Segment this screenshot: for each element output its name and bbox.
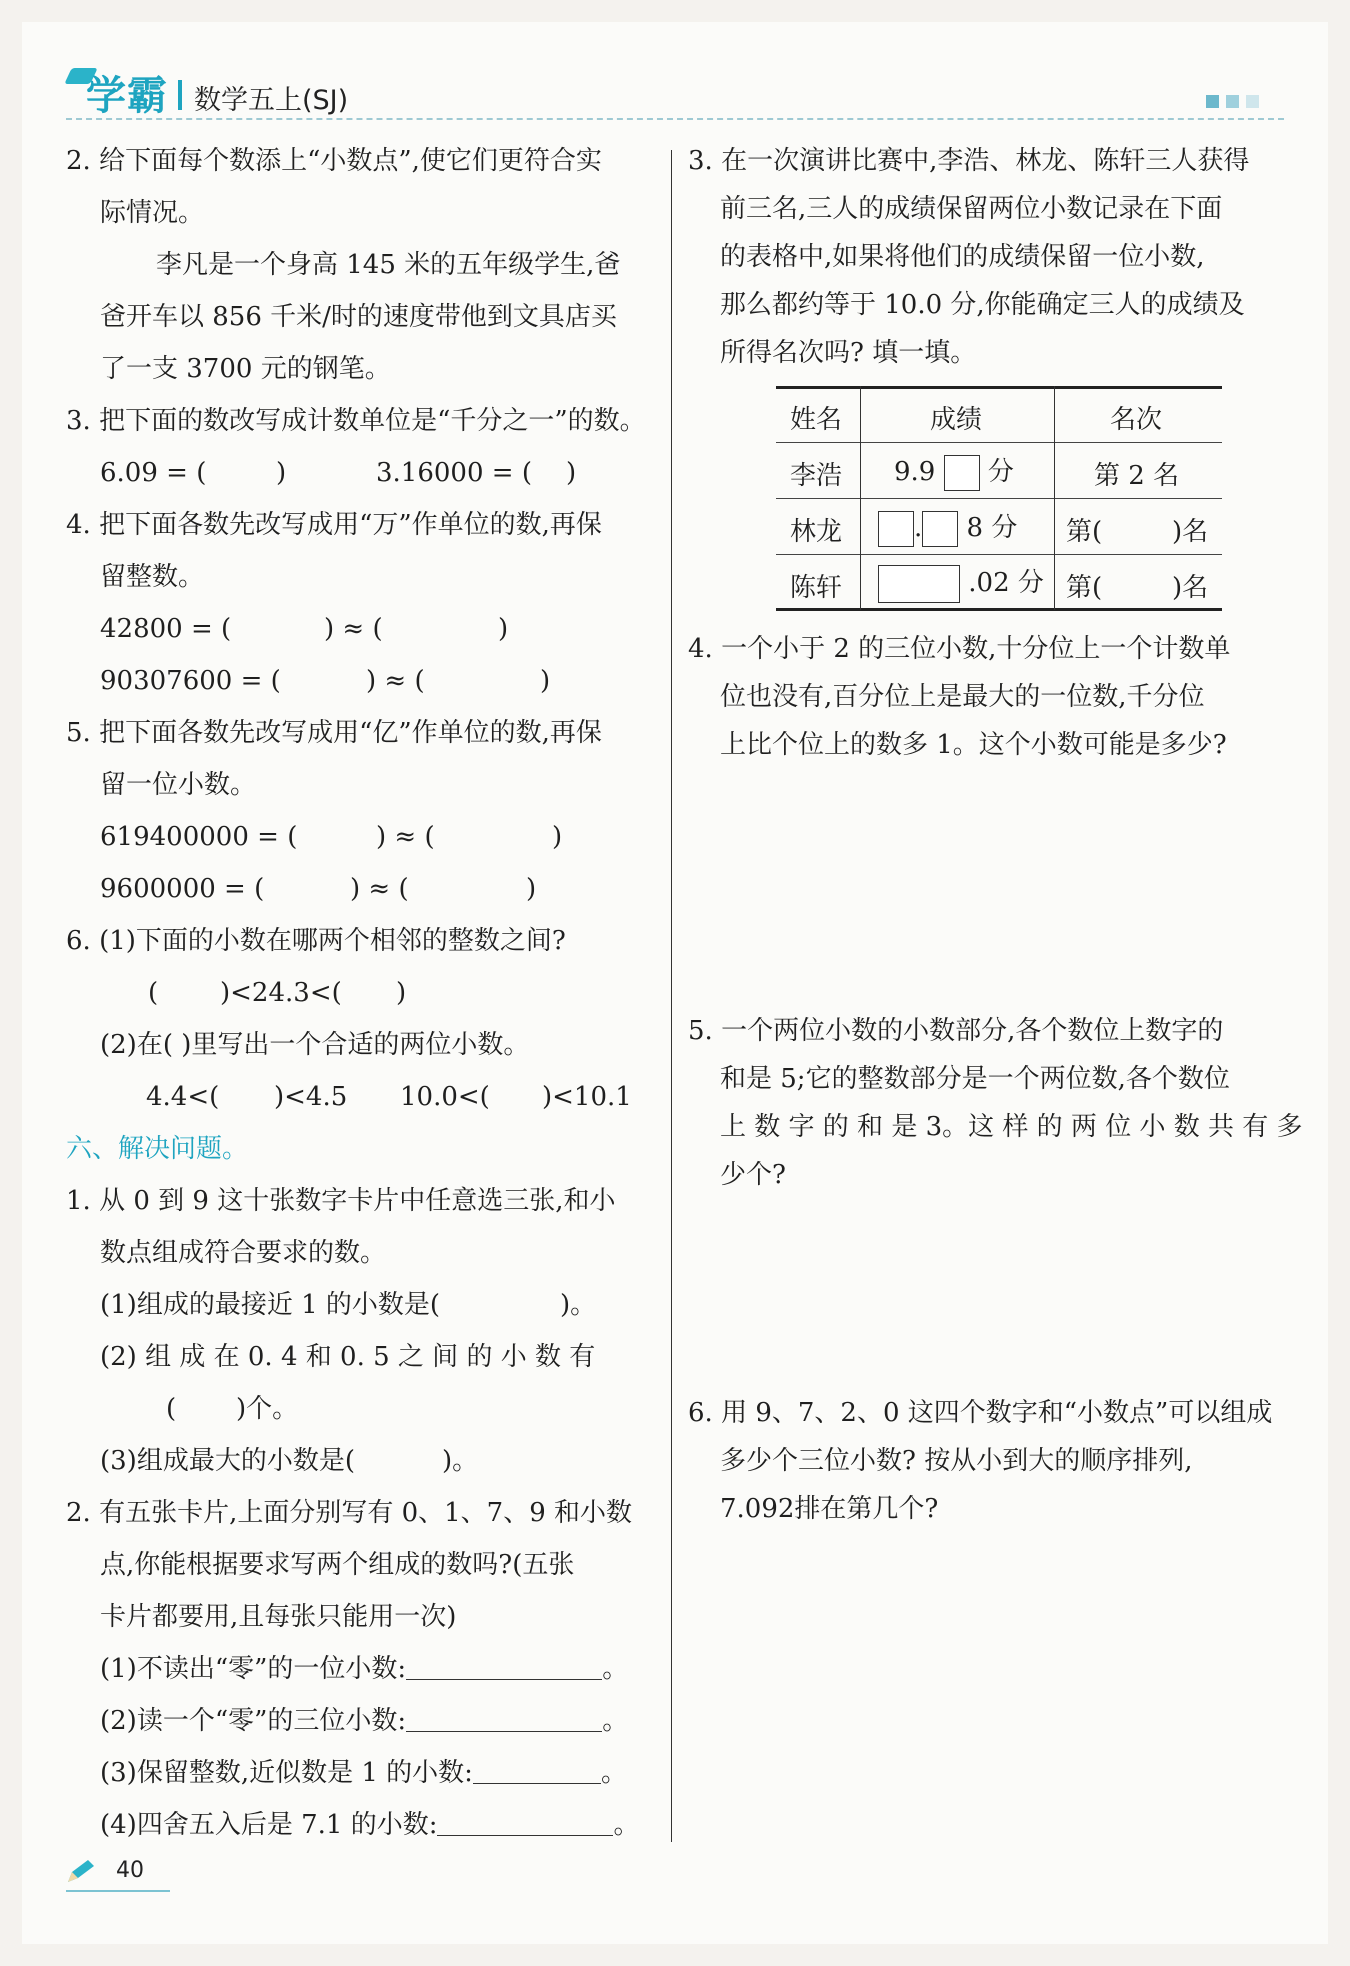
close-paren: ) xyxy=(552,822,563,852)
problem-2-sub xyxy=(100,1810,639,1841)
problem-1-line: (1)组成的最接近 1 的小数是( xyxy=(100,1290,441,1320)
answer-left: 6.09 = ( xyxy=(100,458,207,488)
question-2-line: 李凡是一个身高 145 米的五年级学生,爸 xyxy=(156,250,621,280)
period: 。 xyxy=(613,1810,640,1840)
period: 。 xyxy=(602,1654,629,1684)
row-rank-prefix: 第( xyxy=(1066,517,1103,547)
page-number: 40 xyxy=(116,1858,144,1883)
open-paren: ( xyxy=(166,1394,177,1424)
answer-blank[interactable] xyxy=(406,1707,602,1732)
question-6-line: 6. 用 9、7、2、0 这四个数字和“小数点”可以组成 xyxy=(688,1398,1273,1428)
score-prefix: 9.9 xyxy=(894,457,936,487)
header-rule xyxy=(66,118,1284,120)
table-bottom-rule xyxy=(776,608,1222,611)
digit-box[interactable] xyxy=(878,565,960,603)
question-6-line: 6. (1)下面的小数在哪两个相邻的整数之间? xyxy=(66,926,566,956)
end-paren: )。 xyxy=(442,1446,479,1476)
close-paren: ) xyxy=(526,874,537,904)
question-5-line: 5. 一个两位小数的小数部分,各个数位上数字的 xyxy=(688,1016,1224,1046)
table-rule xyxy=(776,442,1222,443)
close-paren: ) xyxy=(276,458,287,488)
question-4-line: 上比个位上的数多 1。这个小数可能是多少? xyxy=(720,730,1227,760)
question-5-line: 上 数 字 的 和 是 3。这 样 的 两 位 小 数 共 有 多 xyxy=(720,1112,1303,1142)
digit-box[interactable] xyxy=(922,511,958,547)
table-top-rule xyxy=(776,386,1222,389)
period: 。 xyxy=(600,1758,627,1788)
inequality: 4.4<( xyxy=(146,1082,220,1112)
answer-line: 9600000 = ( xyxy=(100,874,265,904)
problem-2-line: 点,你能根据要求写两个组成的数吗?(五张 xyxy=(100,1550,575,1580)
score-suffix: 8 分 xyxy=(966,513,1018,543)
question-3-line: 3. 把下面的数改写成计数单位是“千分之一”的数。 xyxy=(66,406,646,436)
answer-blank[interactable] xyxy=(406,1655,602,1680)
section-heading: 六、解决问题。 xyxy=(66,1134,249,1164)
answer-blank[interactable] xyxy=(473,1759,601,1784)
question-4-line: 4. 一个小于 2 的三位小数,十分位上一个计数单 xyxy=(688,634,1231,664)
question-3-line: 的表格中,如果将他们的成绩保留一位小数, xyxy=(720,242,1205,272)
table-rule xyxy=(776,554,1222,555)
row-rank-prefix: 第( xyxy=(1066,573,1103,603)
inequality: 10.0<( xyxy=(400,1082,490,1112)
inequality: )<4.5 xyxy=(274,1082,348,1112)
answer-line: 619400000 = ( xyxy=(100,822,298,852)
sub-label: (3)保留整数,近似数是 1 的小数: xyxy=(100,1758,473,1788)
row-name: 林龙 xyxy=(790,517,843,547)
question-2-line: 际情况。 xyxy=(100,198,205,228)
table-col-rule xyxy=(860,386,861,610)
digit-box[interactable] xyxy=(878,511,914,547)
question-3-line: 那么都约等于 10.0 分,你能确定三人的成绩及 xyxy=(720,290,1245,320)
approx-sign: ) ≈ ( xyxy=(324,614,383,644)
row-score xyxy=(878,507,1017,547)
sub-label: (1)不读出“零”的一位小数: xyxy=(100,1654,407,1684)
problem-1-line: 数点组成符合要求的数。 xyxy=(100,1238,387,1268)
row-rank: 第 2 名 xyxy=(1094,461,1180,491)
problem-1-line: (2) 组 成 在 0. 4 和 0. 5 之 间 的 小 数 有 xyxy=(100,1342,596,1372)
row-score xyxy=(878,562,1044,603)
problem-1-line: )个。 xyxy=(236,1394,299,1424)
problem-2-sub xyxy=(100,1654,628,1685)
answer-line: 90307600 = ( xyxy=(100,666,281,696)
column-divider xyxy=(671,150,672,1842)
question-5-line: 和是 5;它的整数部分是一个两位数,各个数位 xyxy=(720,1064,1230,1094)
end-paren: )。 xyxy=(560,1290,597,1320)
question-2-line: 2. 给下面每个数添上“小数点”,使它们更符合实 xyxy=(66,146,602,176)
answer-right: 3.16000 = ( xyxy=(376,458,532,488)
answer-blank[interactable] xyxy=(437,1811,613,1836)
question-6-line: 多少个三位小数? 按从小到大的顺序排列, xyxy=(720,1446,1193,1476)
question-3-line: 前三名,三人的成绩保留两位小数记录在下面 xyxy=(720,194,1223,224)
score-dot: . xyxy=(914,513,923,543)
approx-sign: ) ≈ ( xyxy=(376,822,435,852)
pencil-icon xyxy=(66,1858,96,1884)
question-5-line: 留一位小数。 xyxy=(100,770,257,800)
problem-1-line: (3)组成最大的小数是( xyxy=(100,1446,355,1476)
question-4-line: 留整数。 xyxy=(100,562,205,592)
approx-sign: ) ≈ ( xyxy=(350,874,409,904)
problem-2-sub xyxy=(100,1758,627,1789)
header-score: 成绩 xyxy=(930,405,983,435)
close-paren: ) xyxy=(566,458,577,488)
inequality: )<10.1 xyxy=(542,1082,632,1112)
score-suffix: 分 xyxy=(987,457,1014,487)
question-3-line: 3. 在一次演讲比赛中,李浩、林龙、陈轩三人获得 xyxy=(688,146,1250,176)
close-paren: ) xyxy=(498,614,509,644)
table-rule xyxy=(776,498,1222,499)
table-col-rule xyxy=(1054,386,1055,610)
logo-text: 学霸 xyxy=(86,73,168,119)
problem-2-sub xyxy=(100,1706,628,1737)
approx-sign: ) ≈ ( xyxy=(366,666,425,696)
question-4-line: 4. 把下面各数先改写成用“万”作单位的数,再保 xyxy=(66,510,602,540)
period: 。 xyxy=(602,1706,629,1736)
row-rank-suffix: )名 xyxy=(1172,517,1209,547)
close-paren: ) xyxy=(396,978,407,1008)
sub-label: (2)读一个“零”的三位小数: xyxy=(100,1706,407,1736)
problem-1-line: 1. 从 0 到 9 这十张数字卡片中任意选三张,和小 xyxy=(66,1186,616,1216)
score-table xyxy=(776,386,1222,610)
question-2-line: 爸开车以 856 千米/时的速度带他到文具店买 xyxy=(100,302,617,332)
sub-label: (4)四舍五入后是 7.1 的小数: xyxy=(100,1810,438,1840)
question-3-line: 所得名次吗? 填一填。 xyxy=(720,338,977,368)
close-paren: ) xyxy=(540,666,551,696)
question-5-line: 少个? xyxy=(720,1160,786,1190)
question-6-line: 7.092排在第几个? xyxy=(720,1494,939,1524)
header-square-icon xyxy=(1206,95,1219,108)
footer-rule xyxy=(66,1890,170,1892)
row-rank-suffix: )名 xyxy=(1172,573,1209,603)
header-square-icon xyxy=(1246,95,1259,108)
problem-2-line: 卡片都要用,且每张只能用一次) xyxy=(100,1602,457,1632)
question-4-line: 位也没有,百分位上是最大的一位数,千分位 xyxy=(720,682,1205,712)
brand-logo xyxy=(66,64,176,119)
header-square-icon xyxy=(1226,95,1239,108)
score-suffix: .02 分 xyxy=(968,568,1044,598)
question-6-line: (2)在( )里写出一个合适的两位小数。 xyxy=(100,1030,530,1060)
inequality: )<24.3<( xyxy=(220,978,342,1008)
header-divider xyxy=(178,80,182,110)
book-title: 数学五上(SJ) xyxy=(194,85,349,116)
header-rank: 名次 xyxy=(1110,405,1163,435)
problem-2-line: 2. 有五张卡片,上面分别写有 0、1、7、9 和小数 xyxy=(66,1498,633,1528)
open-paren: ( xyxy=(148,978,159,1008)
question-5-line: 5. 把下面各数先改写成用“亿”作单位的数,再保 xyxy=(66,718,602,748)
question-2-line: 了一支 3700 元的钢笔。 xyxy=(100,354,391,384)
row-name: 陈轩 xyxy=(790,573,843,603)
digit-box[interactable] xyxy=(944,455,980,491)
header-name: 姓名 xyxy=(790,405,843,435)
row-score xyxy=(894,451,1014,491)
answer-line: 42800 = ( xyxy=(100,614,232,644)
row-name: 李浩 xyxy=(790,461,843,491)
